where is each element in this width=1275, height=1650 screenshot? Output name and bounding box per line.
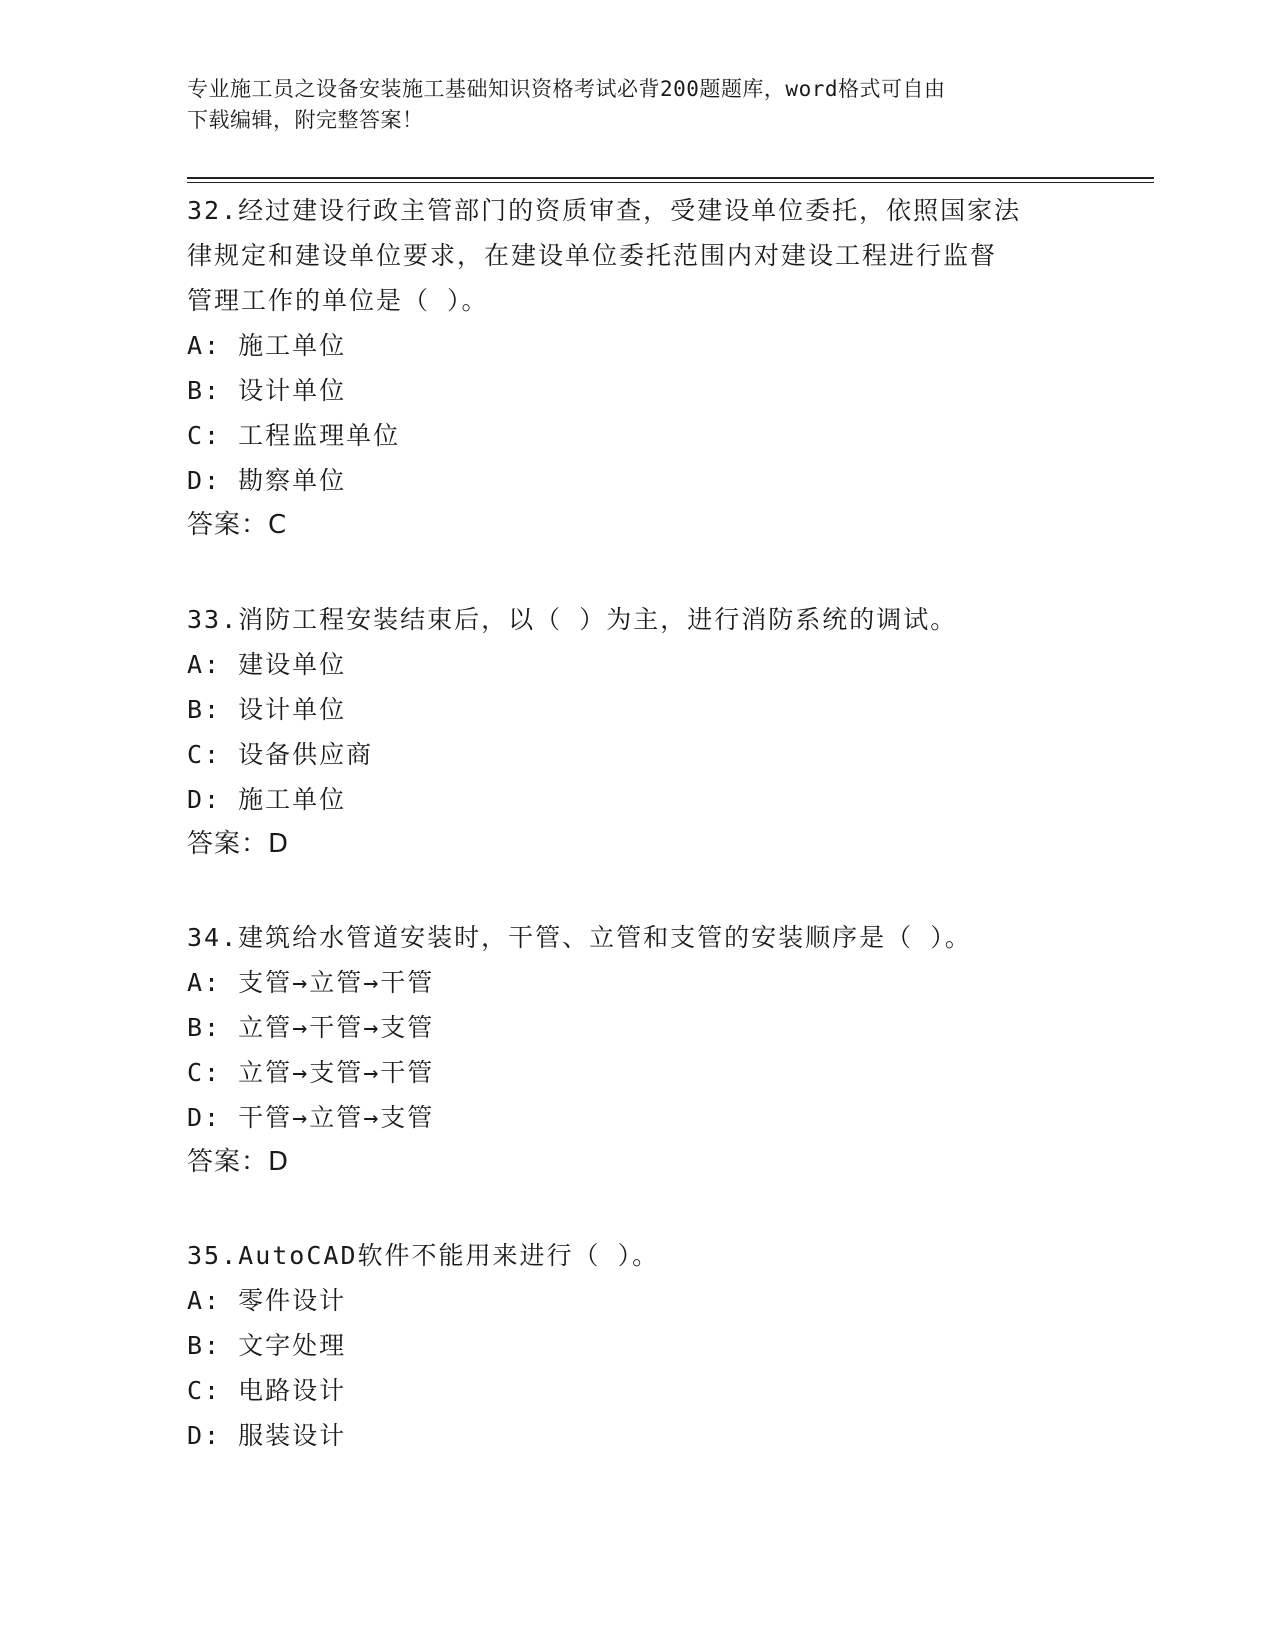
question-33 <box>187 597 1087 867</box>
option-d: D: 勘察单位 <box>187 466 347 495</box>
option-b: B: 设计单位 <box>187 695 347 724</box>
option-d: D: 干管→立管→支管 <box>187 1103 435 1132</box>
option-c: C: 电路设计 <box>187 1376 347 1405</box>
option-a: A: 施工单位 <box>187 331 347 360</box>
question-stem-line: 32.经过建设行政主管部门的资质审查，受建设单位委托，依照国家法 <box>187 196 1022 225</box>
option-d: D: 服装设计 <box>187 1421 347 1450</box>
page-header <box>187 74 1087 136</box>
header-divider-thin <box>187 182 1154 183</box>
question-34 <box>187 915 1087 1185</box>
question-stem-line: 34.建筑给水管道安装时，干管、立管和支管的安装顺序是（ ）。 <box>187 923 972 952</box>
option-b: B: 设计单位 <box>187 376 347 405</box>
header-line-2: 下载编辑，附完整答案！ <box>187 108 424 132</box>
option-c: C: 立管→支管→干管 <box>187 1058 435 1087</box>
answer: 答案：C <box>187 510 288 540</box>
answer: 答案：D <box>187 829 290 859</box>
option-b: B: 立管→干管→支管 <box>187 1013 435 1042</box>
header-line-1: 专业施工员之设备安装施工基础知识资格考试必背200题题库，word格式可自由 <box>187 77 946 101</box>
answer: 答案：D <box>187 1147 290 1177</box>
option-c: C: 工程监理单位 <box>187 421 401 450</box>
question-stem-line: 管理工作的单位是（ ）。 <box>187 286 489 315</box>
question-stem-line: 律规定和建设单位要求，在建设单位委托范围内对建设工程进行监督 <box>187 241 998 270</box>
question-32 <box>187 188 1087 548</box>
option-a: A: 建设单位 <box>187 650 347 679</box>
option-b: B: 文字处理 <box>187 1331 347 1360</box>
question-stem-line: 35.AutoCAD软件不能用来进行（ ）。 <box>187 1241 660 1270</box>
option-a: A: 零件设计 <box>187 1286 347 1315</box>
question-stem-line: 33.消防工程安装结束后，以（ ）为主，进行消防系统的调试。 <box>187 605 958 634</box>
question-35 <box>187 1233 1087 1458</box>
option-d: D: 施工单位 <box>187 785 347 814</box>
option-a: A: 支管→立管→干管 <box>187 968 435 997</box>
option-c: C: 设备供应商 <box>187 740 374 769</box>
header-divider-thick <box>187 177 1154 179</box>
